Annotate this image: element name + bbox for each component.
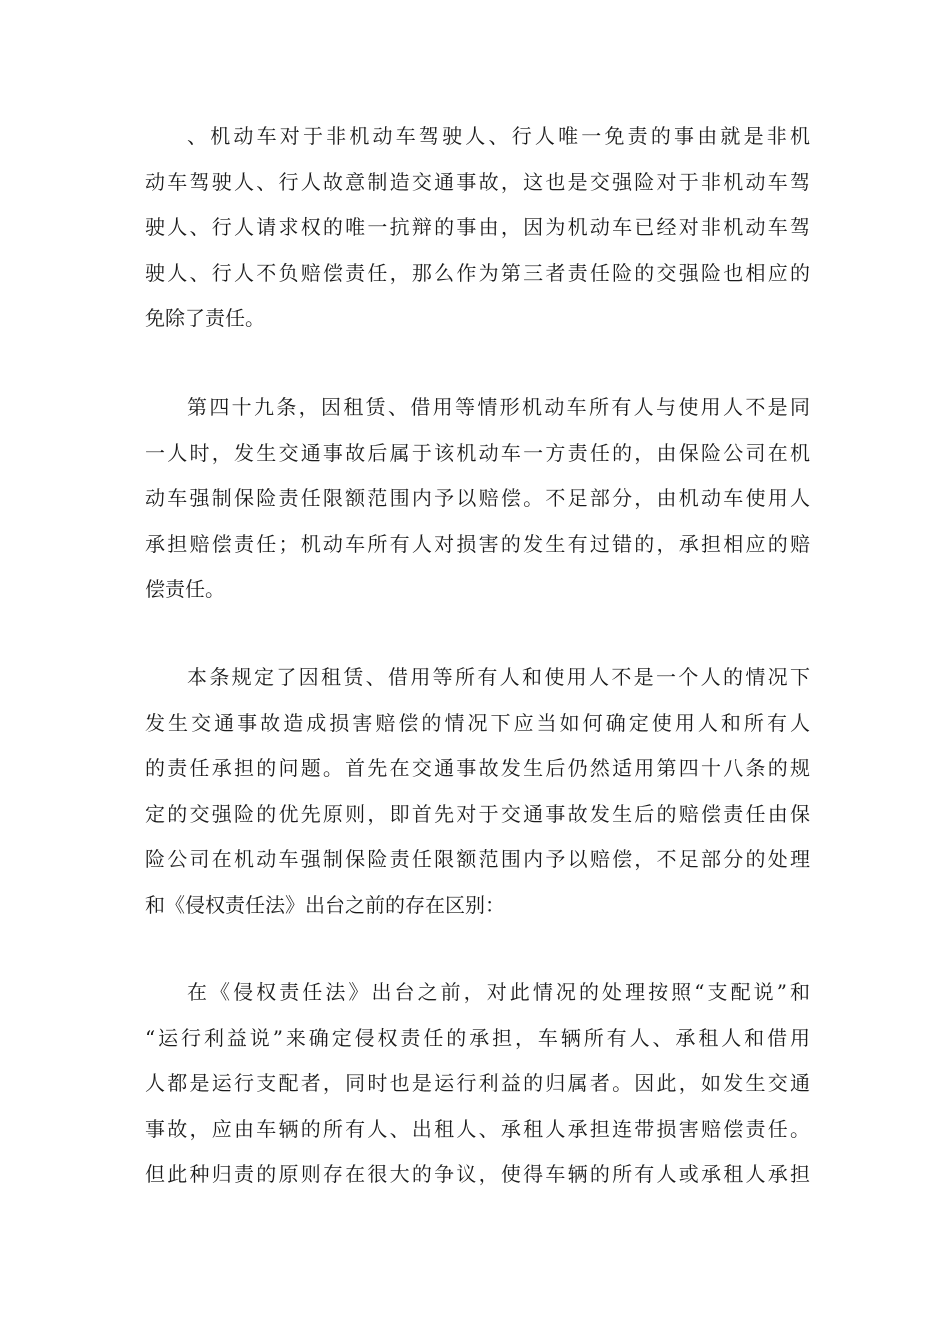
paragraph-line: 定的交强险的优先原则，即首先对于交通事故发生后的赔偿责任由保	[145, 801, 810, 826]
paragraph-line: 免除了责任。	[145, 306, 265, 330]
paragraph-line: 、机动车对于非机动车驾驶人、行人唯一免责的事由就是非机	[187, 124, 810, 148]
paragraph-line: 在《侵权责任法》出台之前，对此情况的处理按照“支配说”和	[187, 980, 810, 1004]
paragraph-2	[145, 385, 810, 613]
paragraph-line: 动车强制保险责任限额范围内予以赔偿。不足部分，由机动车使用人	[145, 486, 810, 510]
paragraph-line: 承担赔偿责任；机动车所有人对损害的发生有过错的，承担相应的赔	[145, 531, 810, 556]
paragraph-line: 驶人、行人请求权的唯一抗辩的事由，因为机动车已经对非机动车驾	[145, 215, 810, 239]
paragraph-line: 一人时，发生交通事故后属于该机动车一方责任的，由保险公司在机	[145, 440, 810, 465]
paragraph-line: 偿责任。	[145, 577, 225, 601]
paragraph-line: 事故，应由车辆的所有人、出租人、承租人承担连带损害赔偿责任。	[145, 1116, 810, 1141]
paragraph-line: 发生交通事故造成损害赔偿的情况下应当如何确定使用人和所有人	[145, 710, 810, 735]
paragraph-line: 但此种归责的原则存在很大的争议，使得车辆的所有人或承租人承担	[145, 1162, 810, 1186]
paragraph-4	[145, 970, 810, 1198]
paragraph-line: 的责任承担的问题。首先在交通事故发生后仍然适用第四十八条的规	[145, 756, 810, 780]
paragraph-line: 本条规定了因租赁、借用等所有人和使用人不是一个人的情况下	[187, 665, 810, 689]
paragraph-line: 和《侵权责任法》出台之前的存在区别：	[145, 892, 505, 917]
paragraph-line: “运行利益说”来确定侵权责任的承担，车辆所有人、承租人和借用	[145, 1025, 810, 1050]
paragraph-line: 第四十九条，因租赁、借用等情形机动车所有人与使用人不是同	[187, 395, 810, 419]
paragraph-line: 人都是运行支配者，同时也是运行利益的归属者。因此，如发生交通	[145, 1071, 810, 1095]
paragraph-line: 动车驾驶人、行人故意制造交通事故，这也是交强险对于非机动车驾	[145, 169, 810, 194]
paragraph-line: 驶人、行人不负赔偿责任，那么作为第三者责任险的交强险也相应的	[145, 260, 810, 285]
paragraph-1	[145, 114, 810, 342]
paragraph-line: 险公司在机动车强制保险责任限额范围内予以赔偿，不足部分的处理	[145, 847, 810, 871]
paragraph-3	[145, 655, 810, 928]
